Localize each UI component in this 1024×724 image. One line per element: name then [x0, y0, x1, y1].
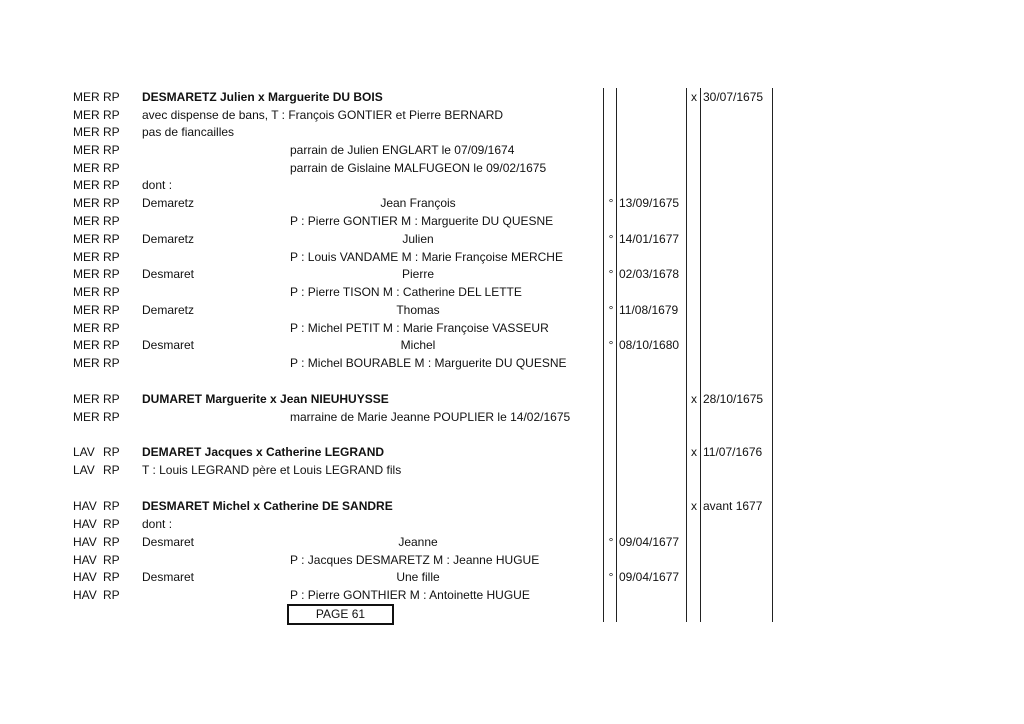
register-row	[0, 319, 1024, 337]
baptism-date: 08/10/1680	[619, 338, 680, 352]
given-name: Une fille	[396, 570, 440, 584]
entry-name: DESMARETZ Julien x Marguerite DU BOIS	[142, 90, 383, 104]
entry-name: Desmaret	[142, 535, 195, 549]
register-row	[0, 265, 1024, 283]
entry-detail: P : Pierre GONTIER M : Marguerite DU QUESNE	[290, 214, 554, 228]
baptism-date: 13/09/1675	[619, 196, 680, 210]
baptism-date: 09/04/1677	[619, 535, 680, 549]
register-code: RP	[103, 285, 120, 299]
parish-code: HAV	[73, 535, 97, 549]
register-code: RP	[103, 570, 120, 584]
parish-code: MER	[73, 214, 100, 228]
register-code: RP	[103, 161, 120, 175]
baptism-date: 02/03/1678	[619, 267, 680, 281]
entry-name: Desmaret	[142, 338, 195, 352]
entry-name: Demaretz	[142, 232, 195, 246]
register-code: RP	[103, 356, 120, 370]
parish-code: MER	[73, 392, 100, 406]
register-row	[0, 533, 1024, 551]
register-code: RP	[103, 143, 120, 157]
entry-detail: P : Michel BOURABLE M : Marguerite DU QUESNE	[290, 356, 567, 370]
parish-code: HAV	[73, 570, 97, 584]
baptism-date: 14/01/1677	[619, 232, 680, 246]
register-row	[0, 176, 1024, 194]
marriage-date: 28/10/1675	[703, 392, 764, 406]
entry-name: DUMARET Marguerite x Jean NIEUHUYSSE	[142, 392, 389, 406]
given-name: Thomas	[396, 303, 440, 317]
parish-code: HAV	[73, 499, 97, 513]
parish-code: LAV	[73, 445, 95, 459]
baptism-mark: °	[608, 303, 614, 317]
register-row	[0, 515, 1024, 533]
marriage-date: avant 1677	[703, 499, 763, 513]
entry-name: Desmaret	[142, 267, 195, 281]
parish-code: MER	[73, 161, 100, 175]
register-code: RP	[103, 196, 120, 210]
register-code: RP	[103, 499, 120, 513]
register-code: RP	[103, 588, 120, 602]
marriage-date: 11/07/1676	[703, 445, 763, 459]
register-row	[0, 443, 1024, 461]
entry-name: Demaretz	[142, 196, 195, 210]
entry-name: Demaretz	[142, 303, 195, 317]
register-row	[0, 408, 1024, 426]
register-row	[0, 568, 1024, 586]
register-row	[0, 497, 1024, 515]
baptism-mark: °	[608, 267, 614, 281]
register-row	[0, 88, 1024, 106]
parish-code: MER	[73, 178, 100, 192]
parish-code: MER	[73, 410, 100, 424]
entry-detail: parrain de Gislaine MALFUGEON le 09/02/1675	[290, 161, 547, 175]
register-code: RP	[103, 517, 120, 531]
entry-name: dont :	[142, 517, 173, 531]
register-code: RP	[103, 445, 120, 459]
entry-name: avec dispense de bans, T : François GONTIER et Pierre BERNARD	[142, 108, 504, 122]
register-code: RP	[103, 214, 120, 228]
register-code: RP	[103, 178, 120, 192]
register-code: RP	[103, 338, 120, 352]
register-code: RP	[103, 90, 120, 104]
entry-name: pas de fiancailles	[142, 125, 235, 139]
parish-code: HAV	[73, 588, 97, 602]
entry-detail: marraine de Marie Jeanne POUPLIER le 14/02/1675	[290, 410, 571, 424]
register-code: RP	[103, 410, 120, 424]
register-row	[0, 141, 1024, 159]
register-row	[0, 212, 1024, 230]
baptism-mark: °	[608, 338, 614, 352]
parish-code: MER	[73, 285, 100, 299]
entry-detail: P : Pierre TISON M : Catherine DEL LETTE	[290, 285, 522, 299]
register-row	[0, 194, 1024, 212]
register-code: RP	[103, 463, 120, 477]
parish-code: MER	[73, 232, 100, 246]
parish-code: MER	[73, 356, 100, 370]
parish-code: MER	[73, 338, 100, 352]
parish-code: MER	[73, 90, 100, 104]
entry-name: dont :	[142, 178, 173, 192]
register-row	[0, 230, 1024, 248]
marriage-date: 30/07/1675	[703, 90, 764, 104]
parish-code: MER	[73, 321, 100, 335]
entry-detail: P : Pierre GONTHIER M : Antoinette HUGUE	[290, 588, 530, 602]
given-name: Michel	[400, 338, 436, 352]
register-row	[0, 551, 1024, 569]
parish-code: MER	[73, 108, 100, 122]
register-row	[0, 336, 1024, 354]
register-row	[0, 390, 1024, 408]
register-row	[0, 586, 1024, 604]
entry-detail: parrain de Julien ENGLART le 07/09/1674	[290, 143, 515, 157]
entry-name: T : Louis LEGRAND père et Louis LEGRAND fils	[142, 463, 402, 477]
register-code: RP	[103, 250, 120, 264]
given-name: Jeanne	[398, 535, 438, 549]
register-row	[0, 461, 1024, 479]
given-name: Julien	[402, 232, 434, 246]
marriage-mark: x	[691, 392, 697, 406]
register-row	[0, 106, 1024, 124]
baptism-date: 11/08/1679	[619, 303, 679, 317]
entry-name: DESMARET Michel x Catherine DE SANDRE	[142, 499, 393, 513]
register-row	[0, 159, 1024, 177]
register-code: RP	[103, 232, 120, 246]
parish-code: MER	[73, 196, 100, 210]
page-number: PAGE 61	[287, 604, 394, 625]
register-row	[0, 248, 1024, 266]
register-code: RP	[103, 125, 120, 139]
register-code: RP	[103, 392, 120, 406]
marriage-mark: x	[691, 90, 697, 104]
parish-code: MER	[73, 250, 100, 264]
parish-code: LAV	[73, 463, 95, 477]
entry-name: Desmaret	[142, 570, 195, 584]
baptism-mark: °	[608, 232, 614, 246]
register-code: RP	[103, 303, 120, 317]
parish-code: HAV	[73, 517, 97, 531]
register-row	[0, 283, 1024, 301]
parish-code: MER	[73, 143, 100, 157]
register-row	[0, 301, 1024, 319]
entry-detail: P : Louis VANDAME M : Marie Françoise MERCHE	[290, 250, 563, 264]
register-code: RP	[103, 535, 120, 549]
given-name: Pierre	[401, 267, 434, 281]
entry-detail: P : Jacques DESMARETZ M : Jeanne HUGUE	[290, 553, 540, 567]
parish-code: MER	[73, 267, 100, 281]
register-code: RP	[103, 321, 120, 335]
baptism-mark: °	[608, 570, 614, 584]
baptism-mark: °	[608, 535, 614, 549]
baptism-date: 09/04/1677	[619, 570, 680, 584]
register-code: RP	[103, 267, 120, 281]
register-code: RP	[103, 553, 120, 567]
parish-code: MER	[73, 125, 100, 139]
register-code: RP	[103, 108, 120, 122]
entry-detail: P : Michel PETIT M : Marie Françoise VASSEUR	[290, 321, 549, 335]
baptism-mark: °	[608, 196, 614, 210]
register-row	[0, 354, 1024, 372]
marriage-mark: x	[691, 445, 697, 459]
marriage-mark: x	[691, 499, 697, 513]
register-row	[0, 123, 1024, 141]
given-name: Jean François	[380, 196, 456, 210]
parish-code: MER	[73, 303, 100, 317]
entry-name: DEMARET Jacques x Catherine LEGRAND	[142, 445, 385, 459]
parish-code: HAV	[73, 553, 97, 567]
